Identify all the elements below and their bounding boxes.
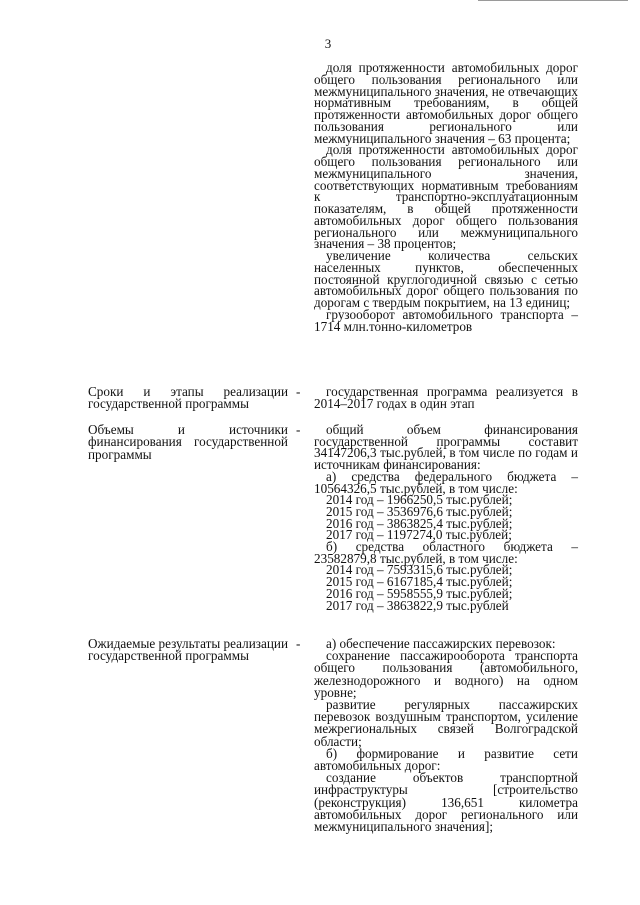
separator-dash: -	[296, 384, 301, 399]
year-amount: 2015 год – 6167185,4 тыс.рублей;	[326, 574, 513, 590]
paragraph: а) обеспечение пассажирских перевозок:	[326, 636, 556, 651]
top-rule	[478, 0, 628, 1]
paragraph: государственная программа реализуется в 2014–2017 годах в один этап	[314, 384, 578, 411]
section-text	[314, 424, 578, 611]
year-amount: 2017 год – 1197274,0 тыс.рублей;	[326, 527, 512, 543]
year-amount: 2017 год – 3863822,9 тыс.рублей	[326, 597, 509, 613]
year-amount: 2014 год – 7593315,6 тыс.рублей;	[326, 562, 513, 578]
section-label: Ожидаемые результаты реализации государственной программы	[88, 636, 288, 664]
paragraph: сохранение пассажирооборота транспорта общего пользования (автомобильного, железнодорожного и водного) на одном уровне;	[314, 648, 578, 700]
paragraph: грузооборот автомобильного транспорта – 1714 млн.тонно-километров	[314, 306, 578, 334]
paragraph: а) средства федерального бюджета – 10564326,5 тыс.рублей, в том числе:	[314, 468, 578, 496]
paragraph: общий объем финансирования государственной программы составит 34147206,3 тыс.рублей, в том числе по годам и источникам финансирования:	[314, 422, 578, 473]
year-amount: 2014 год – 1966250,5 тыс.рублей;	[326, 492, 513, 508]
paragraph: доля протяженности автомобильных дорог общего пользования регионального или межмуниципального значения, соответствующих нормативным требованиям к транспортно-эксплуатационным показателям, в общей протяженности автомобильных дорог общего пользования регионального или межмуниципального значения – 38 процентов;	[314, 142, 578, 252]
paragraph: развитие регулярных пассажирских перевозок воздушным транспортом, усиление межрегиональных связей Волгоградской области;	[314, 697, 578, 749]
separator-dash: -	[296, 422, 301, 437]
year-amount: 2015 год – 3536976,6 тыс.рублей;	[326, 503, 513, 519]
page-number: 3	[324, 36, 332, 51]
paragraph: б) формирование и развитие сети автомобильных дорог:	[314, 745, 578, 774]
year-amount: 2016 год – 3863825,4 тыс.рублей;	[326, 515, 513, 531]
section-label: Сроки и этапы реализации государственной программы	[88, 384, 288, 412]
year-amount: 2016 год – 5958555,9 тыс.рублей;	[326, 585, 513, 601]
section-text	[314, 62, 578, 332]
section-text	[314, 386, 578, 409]
section-text	[314, 638, 578, 833]
section-label: Объемы и источники финансирования государственной программы	[88, 422, 288, 462]
separator-dash: -	[296, 636, 301, 651]
paragraph: увеличение количества сельских населенных пунктов, обеспеченных постоянной круглогодичной связью с сетью автомобильных дорог общего пользования по дорогам с твердым покрытием, на 13 единиц;	[314, 248, 578, 310]
paragraph: создание объектов транспортной инфраструктуры [строительство (реконструкция) 136,651 километра автомобильных дорог регионального или межмуниципального значения];	[314, 770, 578, 835]
paragraph: доля протяженности автомобильных дорог общего пользования регионального или межмуниципального значения, не отвечающих нормативным требованиям, в общей протяженности автомобильных дорог общего пользования регионального или межмуниципального значения – 63 процента;	[314, 60, 578, 146]
paragraph: б) средства областного бюджета – 23582879,8 тыс.рублей, в том числе:	[314, 539, 578, 566]
